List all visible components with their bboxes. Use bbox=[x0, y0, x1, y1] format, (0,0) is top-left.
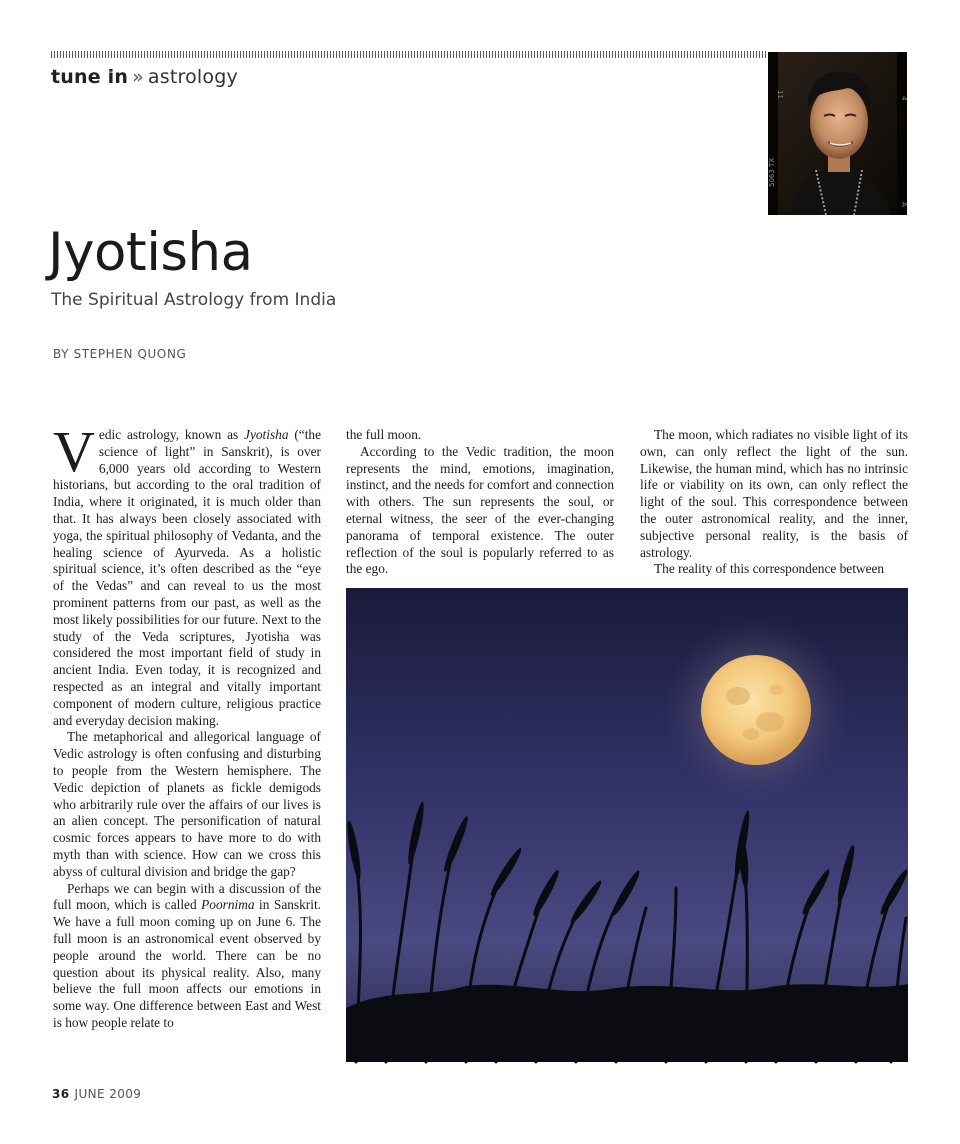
text-run: Perhaps we can begin with a discussion of the full moon, which is called bbox=[53, 880, 321, 913]
body-paragraph: The moon, which radiates no visible light of its own, can only reflect the light of the sun. Likewise, the human mind, which has no intrinsic life or viability on its own, can only reflect the light of the soul. This correspondence between the outer astronomical reality, and the inner, subjective personal reality, is the basis of astrology. bbox=[640, 427, 908, 560]
header-barcode-rule bbox=[51, 51, 768, 58]
sanskrit-term: Jyotisha bbox=[244, 427, 289, 442]
page-number: 36 bbox=[52, 1087, 70, 1101]
full-moon-photo bbox=[346, 588, 908, 1062]
body-column-1 bbox=[53, 419, 322, 1032]
section-kicker: tune in bbox=[51, 66, 129, 88]
portrait-film-top-mark: 11 bbox=[776, 90, 784, 99]
body-column-3 bbox=[640, 427, 908, 578]
portrait-film-right-top-mark: 4 bbox=[900, 96, 908, 101]
body-paragraph bbox=[53, 881, 321, 1032]
article-subtitle: The Spiritual Astrology from India bbox=[51, 290, 337, 310]
body-paragraph bbox=[53, 419, 322, 729]
drop-cap: V bbox=[53, 419, 95, 484]
author-portrait-photo bbox=[768, 52, 907, 215]
article-title: Jyotisha bbox=[48, 222, 253, 283]
text-run: (“the science of light” in Sanskrit), is over 6,000 years old according to Western historians, but according to the oral tradition of India, where it originated, it is much older than that. It has always been closely associated with yoga, the spiritual philosophy of Vedanta, and the healing science of Ayurveda. As a holistic spiritual science, it’s often described as the “eye of the Vedas” and can reveal to us the most prominent patterns from our past, as well as the most likely possibilities for our future. Next to the study of the Veda scriptures, Jyotisha was considered the most important field of study in ancient India. Even today, it is recognized and respected as an integral and vitally important component of modern culture, religious practice and everyday decision making. bbox=[53, 427, 322, 728]
section-topic: astrology bbox=[147, 66, 238, 88]
portrait-film-side-mark: 5063 TX bbox=[768, 157, 776, 187]
section-header bbox=[51, 66, 238, 88]
body-paragraph: According to the Vedic tradition, the moon represents the mind, emotions, imagination, instinct, and the needs for comfort and connection with others. The sun represents the soul, or eternal witness, the seer of the ever-changing panorama of temporal existence. The outer reflection of the soul is popularly referred to as the ego. bbox=[346, 443, 614, 577]
issue-date: JUNE 2009 bbox=[74, 1087, 142, 1101]
sanskrit-term: Poornima bbox=[201, 897, 255, 913]
section-separator: » bbox=[132, 66, 144, 88]
body-paragraph: the full moon. bbox=[346, 427, 422, 442]
body-column-2 bbox=[346, 427, 614, 578]
body-paragraph: The reality of this correspondence between bbox=[654, 561, 885, 577]
portrait-film-right-bottom-mark: A bbox=[900, 202, 908, 207]
text-run: edic astrology, known as bbox=[98, 427, 245, 442]
text-run: in Sanskrit. We have a full moon coming up on June 6. The full moon is an astronomical event observed by people around the world. There can be no question about its physical reality. Also, many believe the full moon affects our emotions in some way. One difference between East and West is how people relate to bbox=[53, 897, 321, 1030]
article-byline: BY STEPHEN QUONG bbox=[53, 347, 187, 361]
body-paragraph: The metaphorical and allegorical language of Vedic astrology is often confusing and disturbing to people from the Western hemisphere. The Vedic depiction of planets as fickle demigods who arbitrarily rule over the affairs of our lives is an alien concept. The personification of natural cosmic forces appears to have more to do with myth than with science. How can we cross this abyss of cultural division and bridge the gap? bbox=[53, 729, 321, 879]
page-folio bbox=[52, 1087, 141, 1101]
